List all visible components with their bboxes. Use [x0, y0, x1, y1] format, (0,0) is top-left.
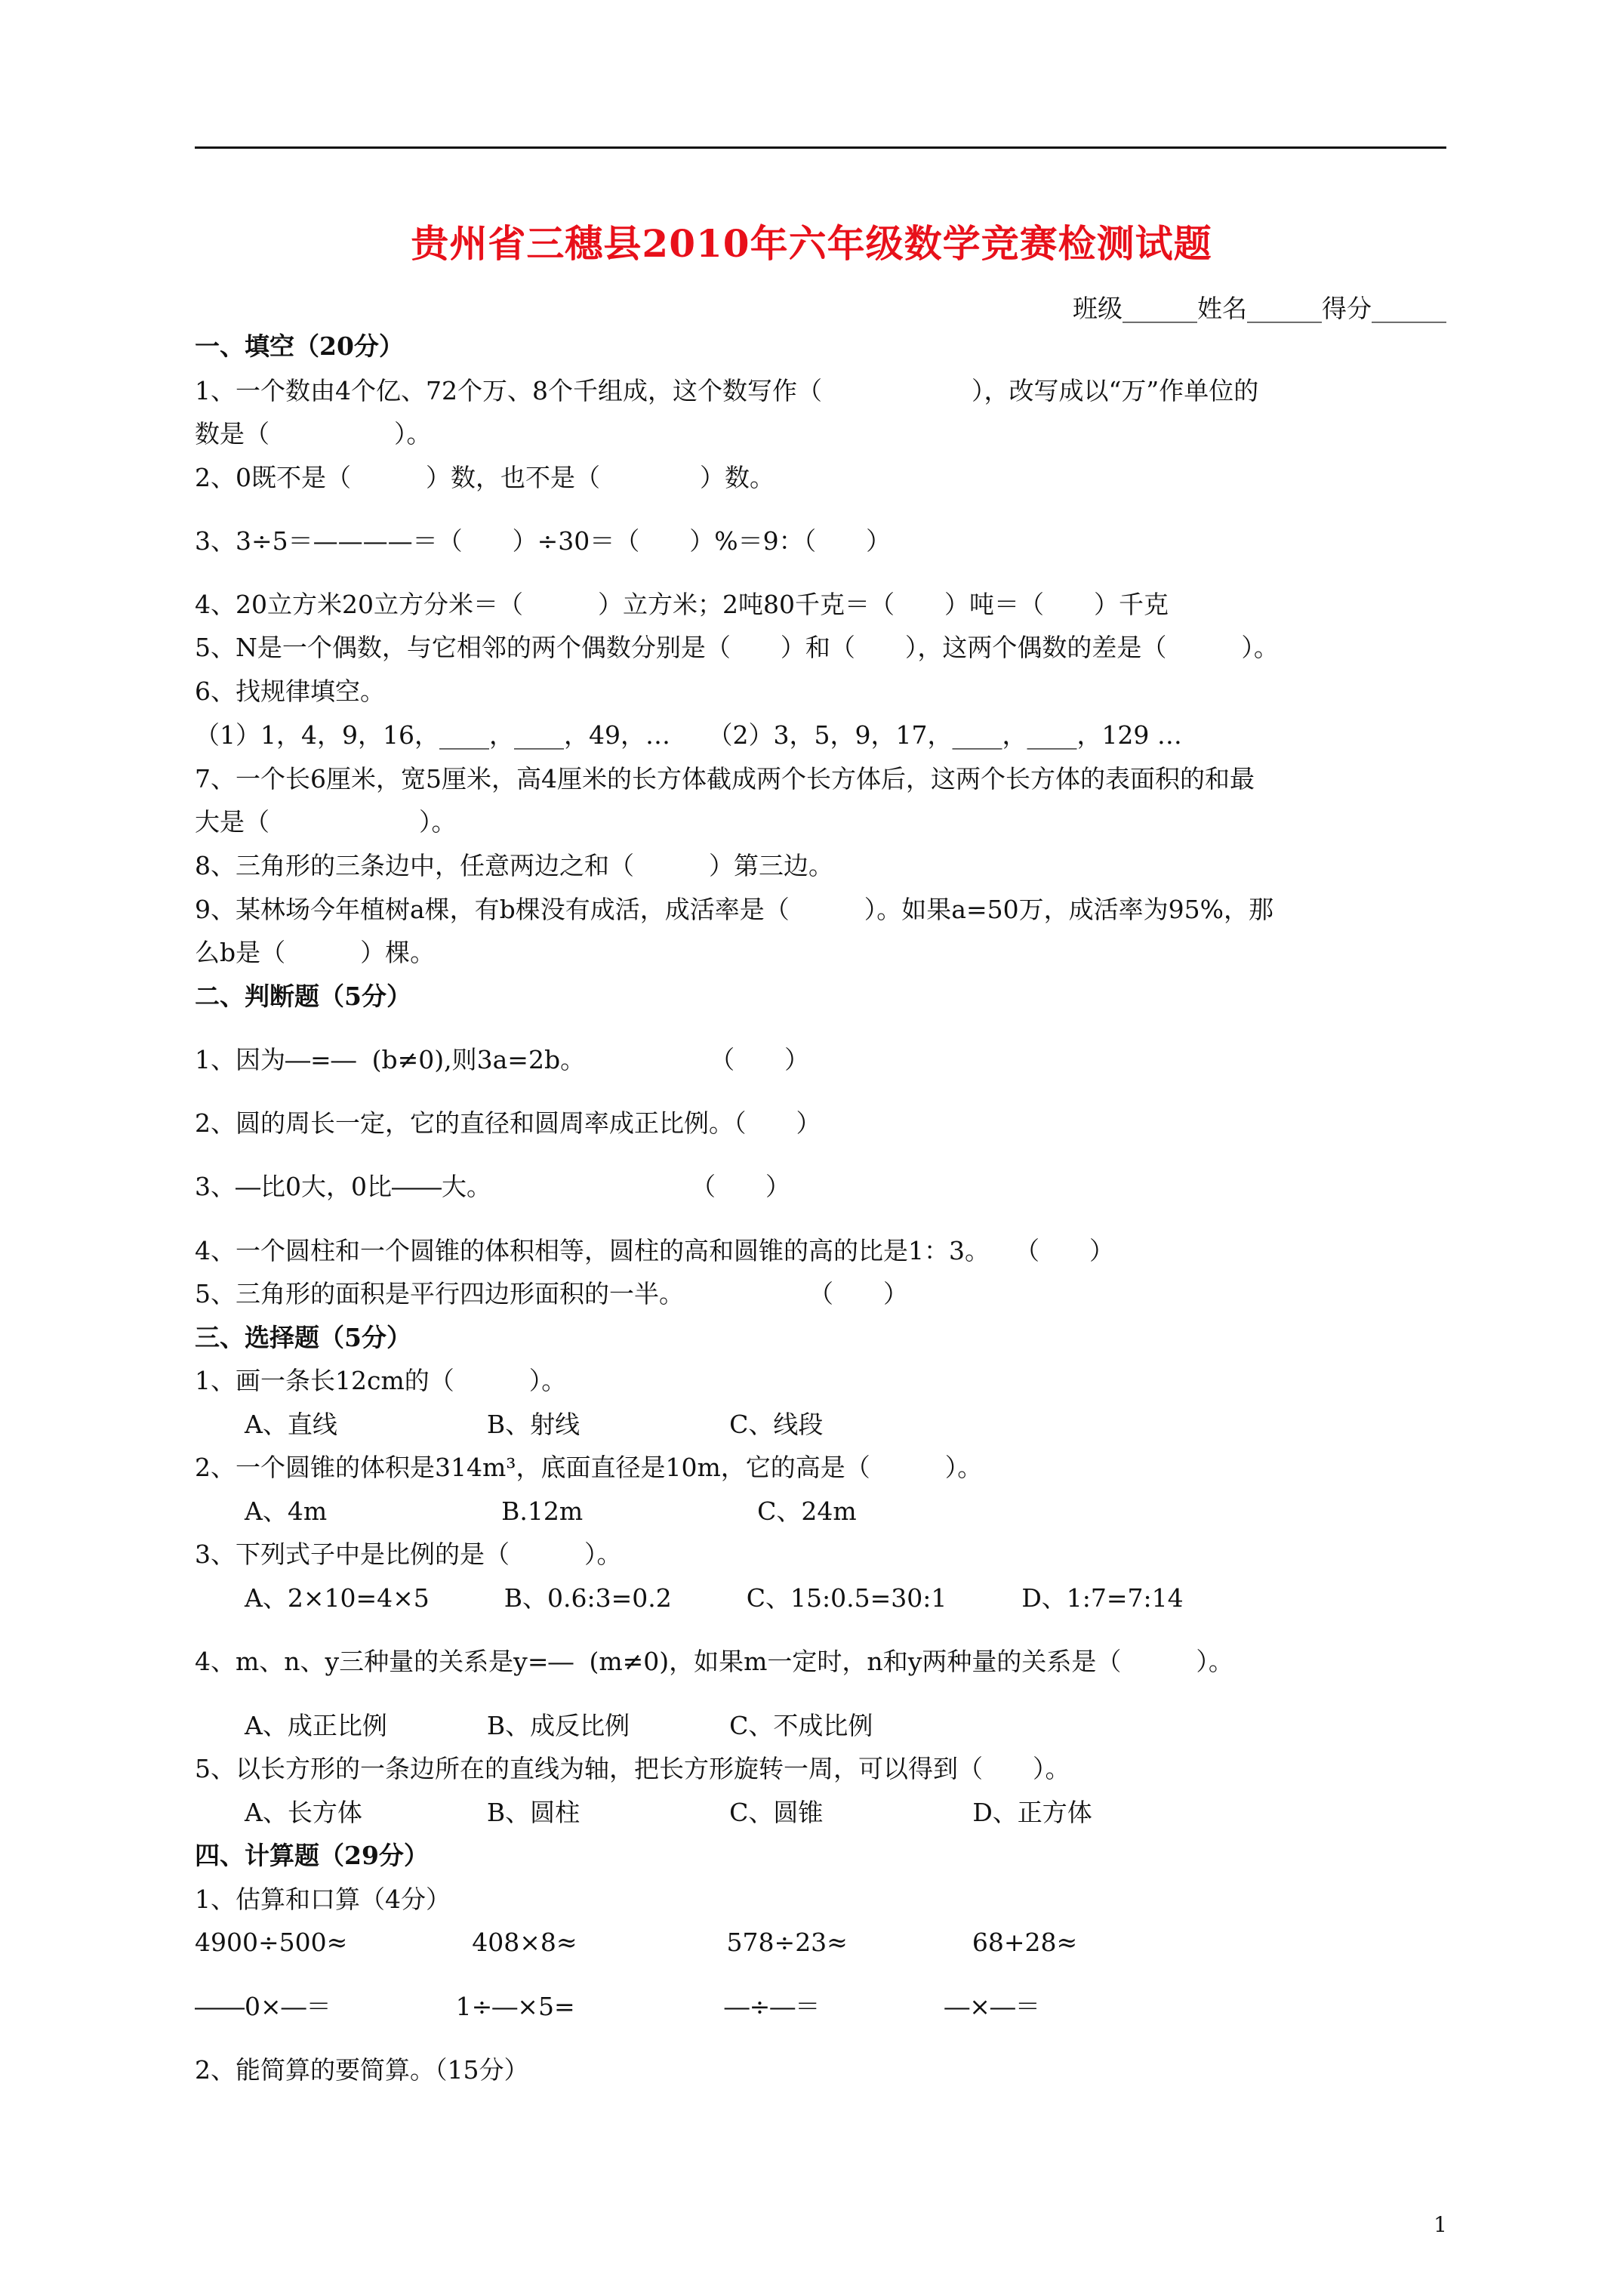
question-7-line1: 7、一个长6厘米，宽5厘米，高4厘米的长方体截成两个长方体后，这两个长方体的表面积的和最: [195, 764, 1255, 794]
judge-3: 3、―比0大，0比――大。 （ ）: [195, 1172, 790, 1201]
page-title: 贵州省三穗县2010年六年级数学竞赛检测试题: [411, 221, 1212, 266]
student-info: 班级______姓名______得分______: [1073, 294, 1446, 323]
section-heading-calc: 四、计算题（29分）: [195, 1841, 429, 1870]
question-2: 2、0既不是（ ）数，也不是（ ）数。: [195, 463, 775, 492]
page-number: 1: [1434, 2212, 1447, 2237]
judge-4: 4、一个圆柱和一个圆锥的体积相等，圆柱的高和圆锥的高的比是1：3。 （ ）: [195, 1236, 1114, 1265]
question-1-line1: 1、一个数由4个亿、72个万、8个千组成，这个数写作（ ），改写成以“万”作单位的: [195, 376, 1259, 405]
choice-3: 3、下列式子中是比例的是（ ）。: [195, 1539, 622, 1569]
choice-1: 1、画一条长12cm的（ ）。: [195, 1366, 567, 1395]
choice-4-options: A、成正比例 B、成反比例 C、不成比例: [195, 1711, 873, 1740]
question-5: 5、N是一个偶数，与它相邻的两个偶数分别是（ ）和（ ），这两个偶数的差是（ ）。: [195, 633, 1279, 662]
question-6: 6、找规律填空。: [195, 676, 385, 706]
question-7-line2: 大是（ ）。: [195, 807, 457, 837]
header-rule: [195, 146, 1446, 149]
calc-1-row1: 4900÷500≈ 408×8≈ 578÷23≈ 68+28≈: [195, 1928, 1078, 1957]
choice-4: 4、m、n、y三种量的关系是y=― (m≠0)，如果m一定时，n和y两种量的关系是（ ）。: [195, 1647, 1233, 1676]
judge-1: 1、因为―=― (b≠0),则3a=2b。 （ ）: [195, 1045, 810, 1074]
question-1-line2: 数是（ ）。: [195, 419, 432, 448]
choice-2-options: A、4m B.12m C、24m: [195, 1496, 857, 1526]
judge-2: 2、圆的周长一定，它的直径和圆周率成正比例。（ ）: [195, 1108, 821, 1138]
choice-2: 2、一个圆锥的体积是314m³，底面直径是10m，它的高是（ ）。: [195, 1453, 983, 1482]
question-9-line2: 么b是（ ）棵。: [195, 938, 436, 967]
question-4: 4、20立方米20立方分米＝（ ）立方米；2吨80千克＝（ ）吨＝（ ）千克: [195, 590, 1169, 619]
judge-5: 5、三角形的面积是平行四边形面积的一半。 （ ）: [195, 1279, 908, 1308]
calc-2: 2、能简算的要简算。（15分）: [195, 2055, 529, 2085]
calc-1: 1、估算和口算（4分）: [195, 1885, 451, 1914]
choice-3-options: A、2×10=4×5 B、0.6:3=0.2 C、15:0.5=30:1 D、1:7=7:14: [195, 1583, 1184, 1613]
choice-5-options: A、长方体 B、圆柱 C、圆锥 D、正方体: [195, 1798, 1092, 1827]
question-8: 8、三角形的三条边中，任意两边之和（ ）第三边。: [195, 851, 833, 880]
section-heading-judge: 二、判断题（5分）: [195, 982, 411, 1011]
question-3: 3、3÷5＝————＝（ ）÷30＝（ ）%＝9：（ ）: [195, 526, 892, 556]
calc-1-row2: ――0×―＝ 1÷―×5= ―÷―＝ ―×―＝: [195, 1992, 1040, 2021]
choice-5: 5、以长方形的一条边所在的直线为轴，把长方形旋转一周，可以得到（ ）。: [195, 1754, 1070, 1783]
question-9-line1: 9、某林场今年植树a棵，有b棵没有成活，成活率是（ ）。如果a=50万，成活率为95%，那: [195, 895, 1273, 924]
section-heading-choice: 三、选择题（5分）: [195, 1323, 411, 1352]
choice-1-options: A、直线 B、射线 C、线段: [195, 1410, 824, 1439]
question-6-sequences: （1）1，4，9，16，____，____，49，… （2）3，5，9，17，____，____，129 …: [195, 720, 1182, 750]
section-heading-fill: 一、填空（20分）: [195, 331, 404, 361]
